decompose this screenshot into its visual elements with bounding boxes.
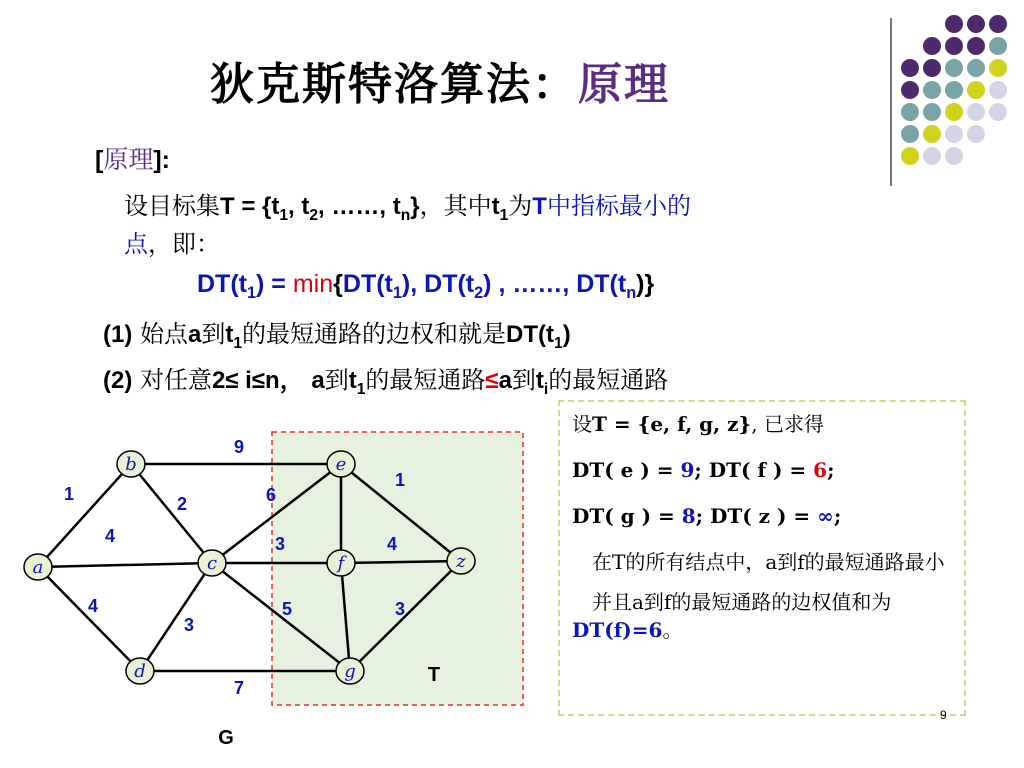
decorative-dot <box>967 81 985 99</box>
decorative-dot <box>989 103 1007 121</box>
info-text: , 已求得 <box>751 412 825 436</box>
formula-eq: ) = <box>256 270 293 298</box>
node-label-a: a <box>32 557 44 578</box>
definition-line-1 <box>124 186 691 225</box>
def-highlight: 点 <box>124 230 148 258</box>
node-label-f: f <box>337 553 345 574</box>
info-line-4: 在T的所有结点中，a到f的最短通路最小 <box>592 550 945 574</box>
def-text: ，即： <box>148 230 220 258</box>
principle-label-text: 原理 <box>103 145 154 174</box>
decorative-dot <box>945 15 963 33</box>
info-text: DT( e ) = <box>572 458 681 482</box>
decorative-dot <box>923 81 941 99</box>
statement-var: a <box>311 367 325 394</box>
edge-b-c <box>131 464 212 563</box>
statement-var: i <box>238 367 252 394</box>
node-label-g: g <box>344 661 356 682</box>
statement-var: 2 <box>211 367 226 394</box>
info-line-2 <box>572 456 952 484</box>
formula-brace: )} <box>636 270 655 298</box>
def-t: t <box>491 193 500 220</box>
statement-text: 对任意 <box>139 366 212 394</box>
decorative-dot <box>923 125 941 143</box>
title-main: 狄克斯特洛算法： <box>210 59 578 110</box>
statement-text: 到 <box>201 320 226 348</box>
node-label-d: d <box>134 661 146 682</box>
statement-number: (1) <box>103 321 133 348</box>
edge-a-b <box>38 464 131 567</box>
edge-weight-d-g: 7 <box>233 678 245 698</box>
edge-a-d <box>38 567 140 671</box>
def-sub: 2 <box>309 206 319 224</box>
statement-var: a <box>498 367 512 394</box>
decorative-dot <box>945 37 963 55</box>
formula-term: ), DT(t <box>401 270 475 298</box>
decorative-dot <box>989 81 1007 99</box>
decorative-dot <box>945 147 963 165</box>
edge-weight-c-d: 3 <box>183 615 195 635</box>
def-sub: 1 <box>499 206 509 224</box>
decorative-dot <box>967 15 985 33</box>
statement-number: (2) <box>103 367 133 394</box>
def-set: , t <box>288 193 310 220</box>
principle-label <box>95 140 170 176</box>
slide-title <box>0 48 880 112</box>
node-label-e: e <box>335 454 347 475</box>
decorative-dot <box>901 81 919 99</box>
info-value: 8 <box>681 504 696 528</box>
edge-weight-e-z: 1 <box>394 470 406 490</box>
statement-sub: 1 <box>233 334 243 352</box>
node-label-c: c <box>206 553 218 574</box>
statement-text: 到 <box>511 366 536 394</box>
decorative-dot <box>945 103 963 121</box>
edge-weight-a-d: 4 <box>87 596 99 616</box>
statement-text: 到 <box>324 366 349 394</box>
info-line-3 <box>572 502 952 530</box>
statement-text: 的最短通路 <box>548 366 669 394</box>
bracket-close: ]: <box>153 146 170 174</box>
graph-diagram <box>0 400 560 768</box>
decorative-dot <box>901 125 919 143</box>
statement-text: 的最短通路的边权和就是 <box>242 320 507 348</box>
def-set: , ……, t <box>318 193 401 220</box>
statement-sub: 1 <box>554 334 563 352</box>
statement-var: t <box>535 367 544 394</box>
info-dtf: DT(f)=6 <box>572 618 663 642</box>
decorative-dot <box>923 37 941 55</box>
le-symbol: ≤ <box>225 367 239 394</box>
statement-var: DT(t <box>506 321 555 348</box>
info-box <box>558 400 966 716</box>
formula-sub: 1 <box>246 284 257 302</box>
formula-sub: 2 <box>474 284 484 302</box>
info-text: ; <box>833 504 842 528</box>
statement-2 <box>103 360 668 399</box>
formula-term: DT(t <box>342 270 393 298</box>
edge-weight-b-c: 2 <box>176 494 188 514</box>
def-text: 设目标集 <box>124 192 220 220</box>
decorative-dot <box>923 59 941 77</box>
info-text: 。 <box>662 618 683 642</box>
le-symbol-red: ≤ <box>485 367 499 394</box>
info-value-red: 6 <box>813 458 828 482</box>
formula-sub: n <box>626 284 637 302</box>
formula-term: ) , ……, DT(t <box>483 270 627 298</box>
statement-var: a <box>187 321 202 348</box>
decorative-dot <box>989 59 1007 77</box>
statement-var: t <box>225 321 234 348</box>
info-set: T = {e, f, g, z} <box>592 412 752 436</box>
def-sub: 1 <box>279 206 289 224</box>
def-highlight: 中指标最小的 <box>546 192 691 220</box>
edge-weight-g-z: 3 <box>394 599 406 619</box>
decorative-dot <box>989 37 1007 55</box>
statement-var: t <box>348 367 357 394</box>
definition-line-2 <box>124 224 220 259</box>
decorative-dot <box>945 81 963 99</box>
set-T-label: T <box>427 664 441 686</box>
formula-sub: 1 <box>392 284 402 302</box>
info-text: 并且a到f的最短通路的边权值和为 <box>592 590 892 614</box>
def-text: ，其中 <box>419 192 492 220</box>
decorative-dot <box>901 147 919 165</box>
def-T: T <box>532 193 547 220</box>
formula-brace: { <box>333 270 343 298</box>
edge-weight-c-e: 6 <box>265 485 277 505</box>
info-line-1 <box>572 410 952 438</box>
info-text: ; <box>827 458 835 482</box>
decorative-dot <box>901 103 919 121</box>
decorative-dot <box>923 103 941 121</box>
def-set: } <box>410 193 420 220</box>
info-value: 9 <box>680 458 695 482</box>
formula-min: min <box>292 270 334 298</box>
decorative-dot <box>945 125 963 143</box>
info-text: 设 <box>572 412 592 436</box>
statement-var: n， <box>265 367 304 394</box>
decorative-divider <box>890 18 892 186</box>
def-sub: n <box>400 206 411 224</box>
le-symbol: ≤ <box>251 367 266 394</box>
edge-c-d <box>140 563 212 671</box>
decorative-dot <box>901 59 919 77</box>
edge-a-c <box>38 563 212 567</box>
bracket-open: [ <box>95 146 104 174</box>
def-text: 为 <box>508 192 533 220</box>
statement-1 <box>103 314 571 353</box>
info-text: ; DT( z ) = <box>695 504 818 528</box>
decorative-dot <box>967 125 985 143</box>
decorative-dot <box>967 37 985 55</box>
info-value: ∞ <box>817 504 834 528</box>
statement-text: 的最短通路 <box>365 366 486 394</box>
title-accent: 原理 <box>578 59 670 110</box>
info-text: DT( g ) = <box>572 504 682 528</box>
statement-text: 始点 <box>139 320 188 348</box>
info-text: ; DT( f ) = <box>694 458 814 482</box>
def-set: T = {t <box>220 193 280 220</box>
page-number: 9 <box>940 708 947 722</box>
info-line-5 <box>572 588 952 644</box>
decorative-dot <box>989 15 1007 33</box>
decorative-dot <box>923 147 941 165</box>
node-label-z: z <box>456 551 466 572</box>
formula <box>197 270 654 303</box>
node-label-b: b <box>125 454 137 475</box>
formula-lhs: DT(t <box>197 270 247 298</box>
statement-var: ) <box>562 321 571 348</box>
edge-weight-c-f: 3 <box>274 534 286 554</box>
edge-weight-a-b: 1 <box>63 484 75 504</box>
decorative-dot <box>945 59 963 77</box>
decorative-dot <box>967 59 985 77</box>
edge-weight-a-c: 4 <box>104 526 116 546</box>
edge-weight-b-e: 9 <box>233 437 245 457</box>
statement-sub: 1 <box>356 380 366 398</box>
decorative-dot <box>967 103 985 121</box>
graph-G-label: G <box>218 727 234 749</box>
edge-weight-c-g: 5 <box>281 599 293 619</box>
edge-weight-f-z: 4 <box>386 534 398 554</box>
statement-sub: i <box>543 380 549 398</box>
